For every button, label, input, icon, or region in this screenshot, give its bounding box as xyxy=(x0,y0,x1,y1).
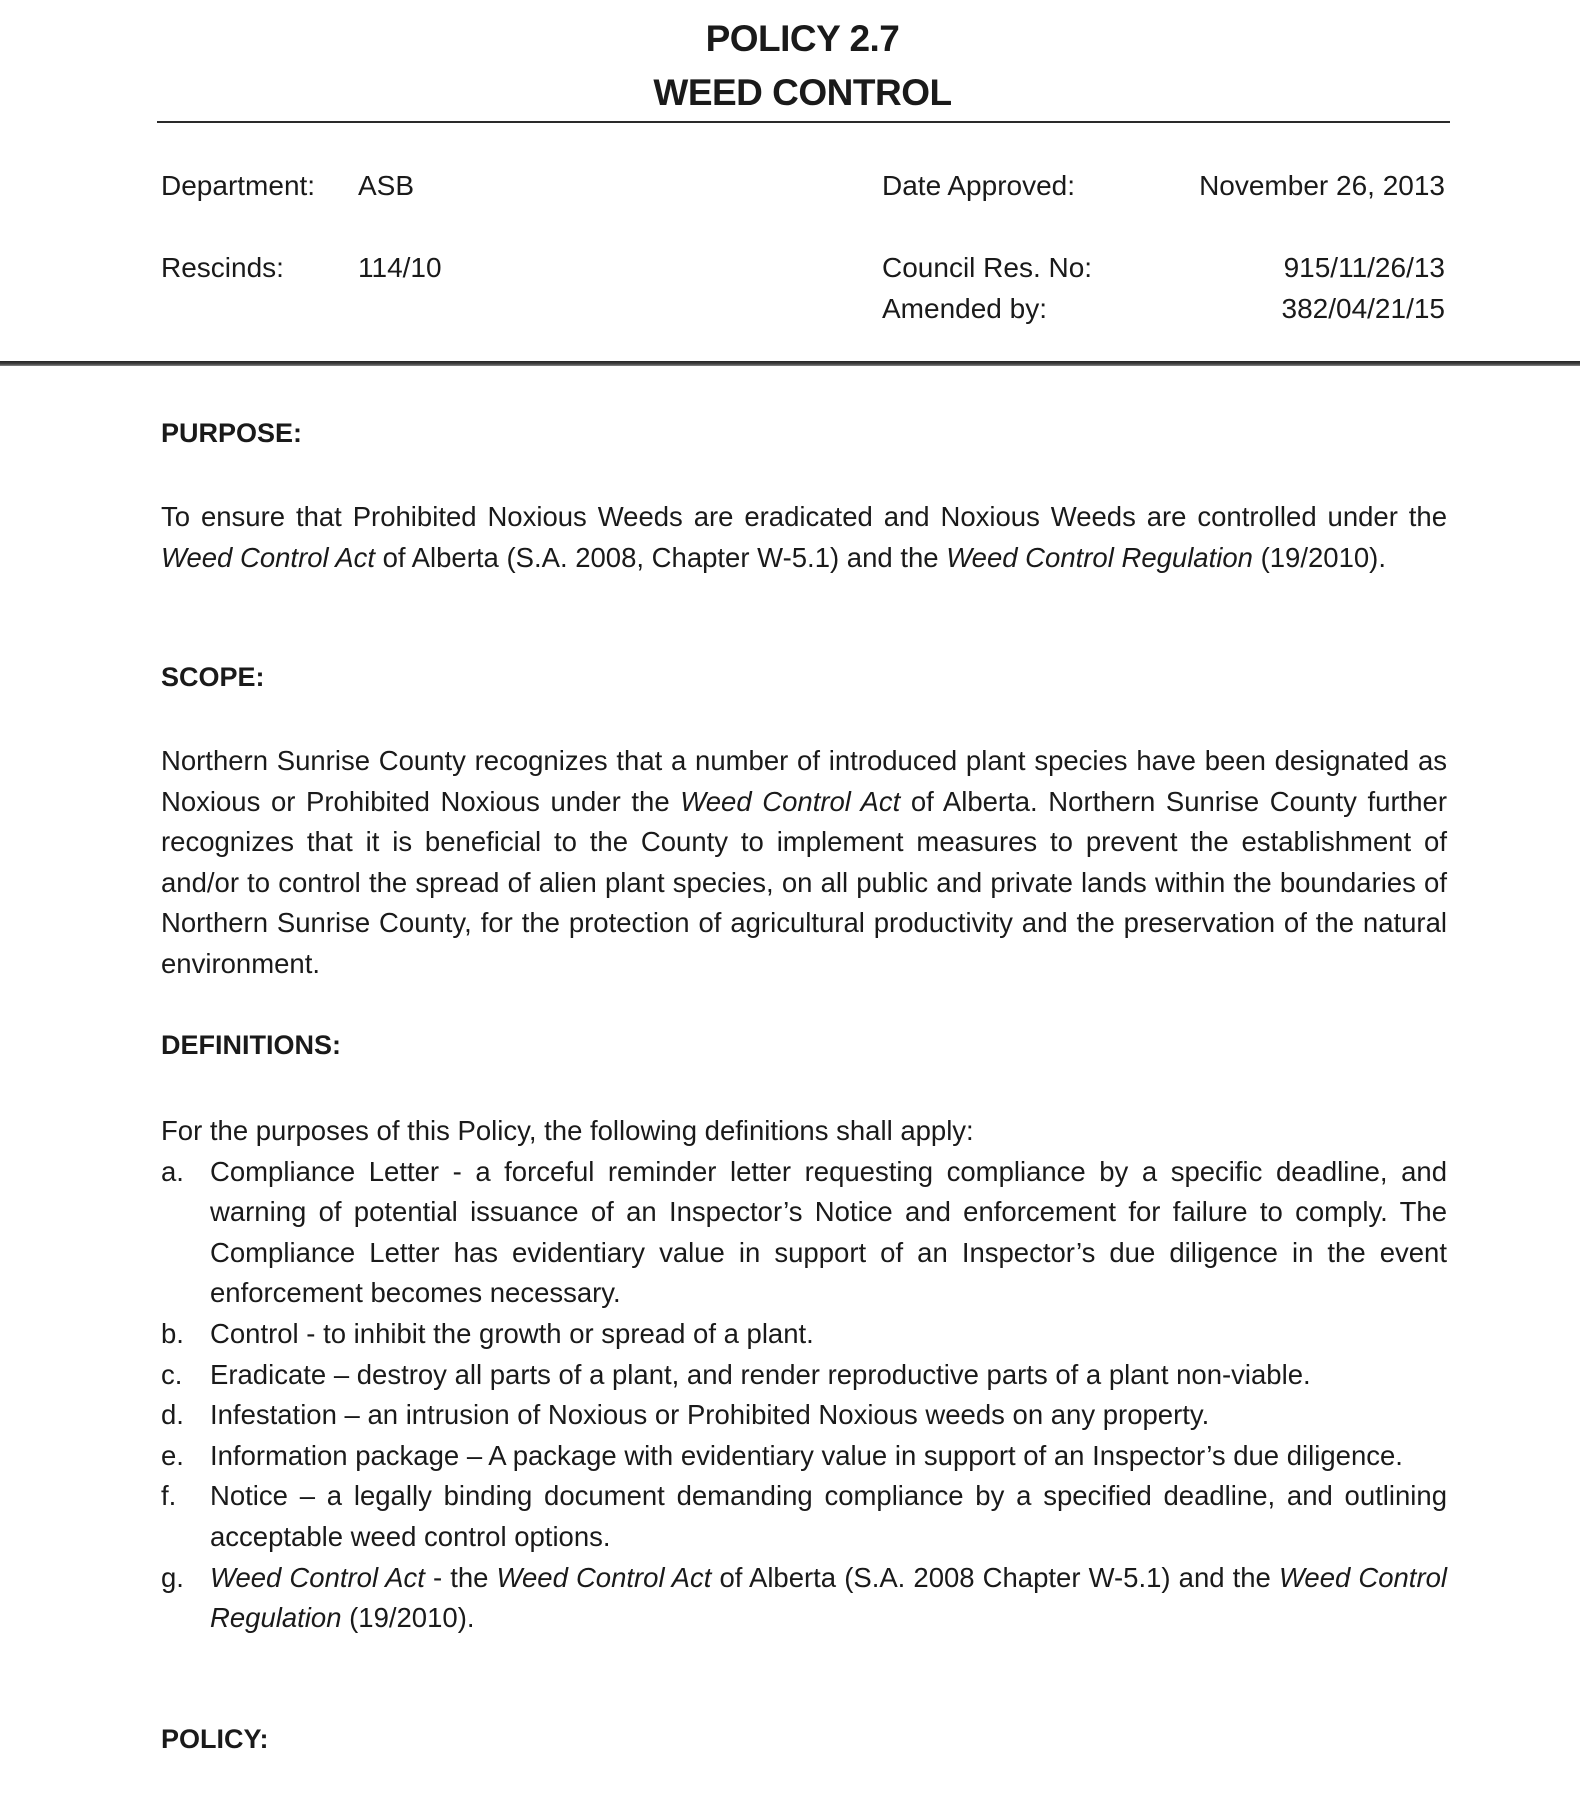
definitions-heading: DEFINITIONS: xyxy=(161,1030,341,1060)
definition-item xyxy=(161,1558,1447,1639)
amended-by-value: 382/04/21/15 xyxy=(1281,293,1445,324)
purpose-heading: PURPOSE: xyxy=(161,418,303,448)
act-reference: Weed Control Act xyxy=(210,1561,425,1593)
definition-letter: e. xyxy=(161,1439,184,1471)
purpose-text-part: (19/2010). xyxy=(1252,541,1386,573)
scope-heading: SCOPE: xyxy=(161,662,265,692)
policy-title: WEED CONTROL xyxy=(653,72,952,113)
definition-text xyxy=(210,1558,1447,1639)
definition-letter: c. xyxy=(161,1358,183,1390)
department-value: ASB xyxy=(358,170,415,201)
date-approved-label: Date Approved: xyxy=(882,170,1076,201)
purpose-text xyxy=(161,497,1447,578)
definition-letter: d. xyxy=(161,1399,184,1431)
scope-text-part: of Alberta. Northern Sunrise County further recognizes that it is beneficial to the County to implement measures to prevent the establishment of and/or to control the spread of alien plant species, on all public and private lands within the boundaries of Northern Sunrise County, for the protection of agricultural productivity and the preservation of the natural environment. xyxy=(161,785,1447,979)
definition-text: Eradicate – destroy all parts of a plant, and render reproductive parts of a plant non-viable. xyxy=(210,1358,1311,1390)
council-res-value: 915/11/26/13 xyxy=(1283,252,1445,283)
act-reference: Weed Control Act xyxy=(161,541,375,573)
regulation-reference: Weed Control Regulation xyxy=(946,541,1253,573)
definition-letter: g. xyxy=(161,1561,184,1593)
definition-letter: a. xyxy=(161,1155,184,1187)
definition-text: Infestation – an intrusion of Noxious or Prohibited Noxious weeds on any property. xyxy=(210,1399,1210,1431)
definition-text: Compliance Letter - a forceful reminder letter requesting compliance by a specific deadline, and warning of potential issuance of an Inspector’s Notice and enforcement for failure to comply. The Compliance Letter has evidentiary value in support of an Inspector’s due diligence in the event enforcement becomes necessary. xyxy=(210,1155,1447,1309)
act-reference: Weed Control Act xyxy=(496,1561,712,1593)
act-reference: Weed Control Act xyxy=(680,785,901,817)
definition-letter: b. xyxy=(161,1317,184,1349)
date-approved-value: November 26, 2013 xyxy=(1199,170,1445,201)
policy-number: POLICY 2.7 xyxy=(705,18,900,59)
definition-text: Notice – a legally binding document demanding compliance by a specified deadline, and outlining acceptable weed control options. xyxy=(210,1480,1447,1552)
regulation-reference: Weed Control Regulation xyxy=(210,1561,1448,1634)
definition-text-part: of Alberta (S.A. 2008 Chapter W-5.1) and the xyxy=(711,1561,1279,1593)
definition-letter: f. xyxy=(161,1480,177,1512)
definition-text: Control - to inhibit the growth or spread of a plant. xyxy=(210,1317,814,1349)
definition-item xyxy=(161,1152,1447,1314)
purpose-text-part: of Alberta (S.A. 2008, Chapter W-5.1) and the xyxy=(374,541,947,573)
definition-item xyxy=(161,1314,1447,1355)
header-divider xyxy=(0,361,1580,366)
definition-text-part: (19/2010). xyxy=(341,1602,475,1634)
definition-item xyxy=(161,1436,1447,1477)
definitions-list xyxy=(161,1111,1447,1639)
policy-heading: POLICY: xyxy=(161,1724,269,1754)
council-res-label: Council Res. No: xyxy=(882,252,1093,283)
definition-item xyxy=(161,1395,1447,1436)
department-label: Department: xyxy=(161,170,316,201)
rescinds-value: 114/10 xyxy=(358,252,442,283)
definition-text: Information package – A package with evidentiary value in support of an Inspector’s due diligence. xyxy=(210,1439,1403,1471)
scope-text xyxy=(161,741,1447,985)
definitions-intro: For the purposes of this Policy, the following definitions shall apply: xyxy=(161,1115,974,1146)
scope-text-part: Northern Sunrise County recognizes that a number of introduced plant species have been designated as Noxious or Prohibited Noxious under the xyxy=(161,745,1447,817)
definition-item xyxy=(161,1476,1447,1557)
definition-item xyxy=(161,1355,1447,1396)
amended-by-label: Amended by: xyxy=(882,293,1047,324)
rescinds-label: Rescinds: xyxy=(161,252,284,283)
title-divider xyxy=(157,121,1450,123)
definition-text-part: - the xyxy=(424,1561,497,1593)
purpose-text-part: To ensure that Prohibited Noxious Weeds are eradicated and Noxious Weeds are controlled under the xyxy=(161,501,1447,532)
